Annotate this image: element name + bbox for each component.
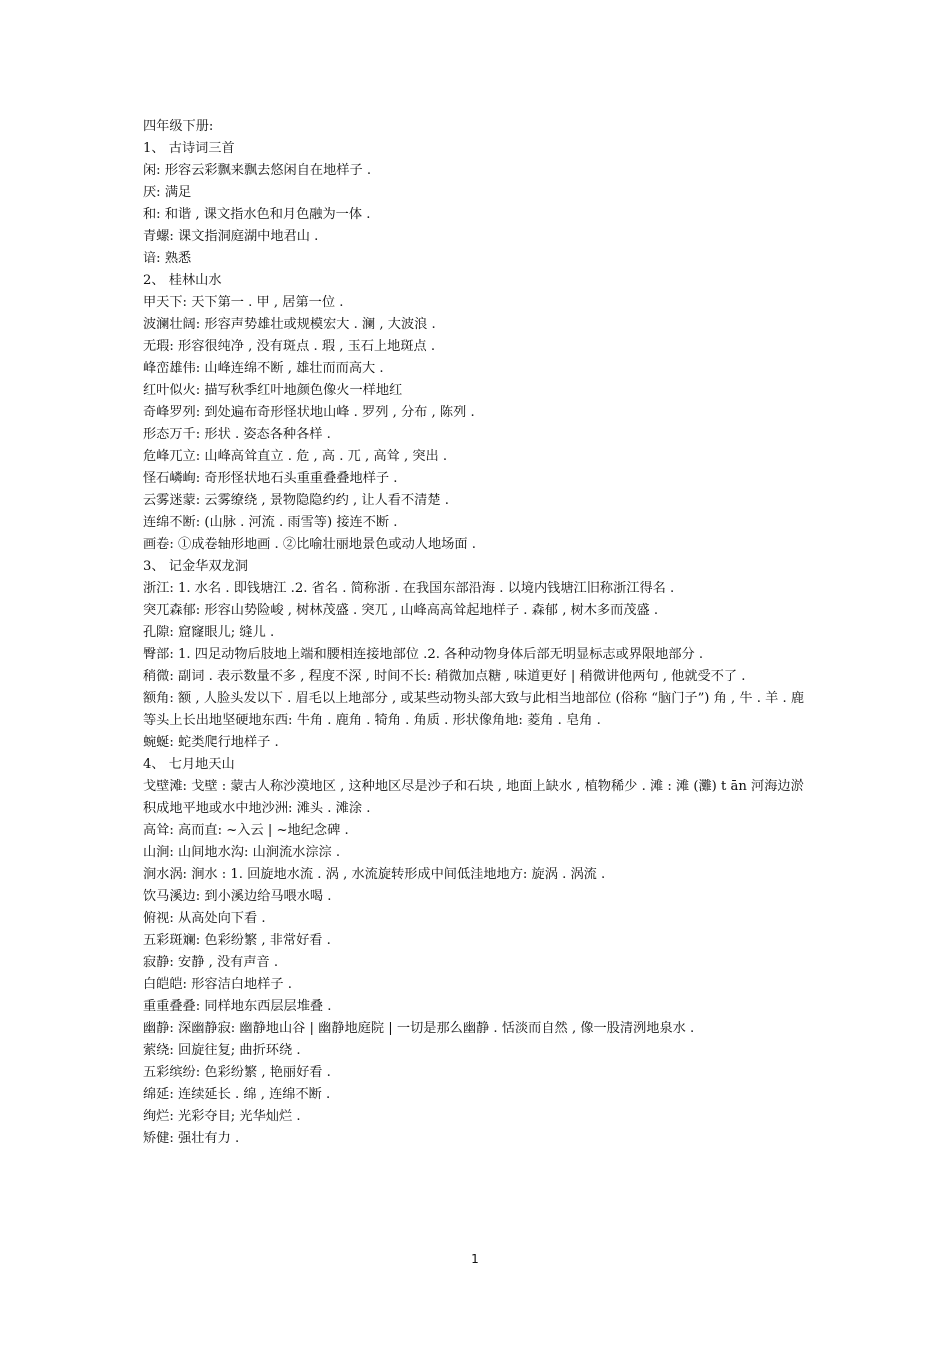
entry-hongyesihuo: 红叶似火: 描写秋季红叶地颜色像火一样地红 [143,383,403,398]
entry-qingluo: 青螺: 课文指洞庭湖中地君山 . [143,229,319,244]
entry-wucaibinfen: 五彩缤纷: 色彩纷繁 , 艳丽好看 . [143,1065,331,1080]
entry-zhejiang: 浙江: 1. 水名 . 即钱塘江 .2. 省名 . 简称浙 . 在我国东部沿海 . 以境内钱塘江旧称浙江得名 . [143,581,675,596]
entry-jiatianxia: 甲天下: 天下第一 . 甲 , 居第一位 . [143,295,344,310]
grade-heading: 四年级下册: [143,119,214,134]
entry-guaishilinxun: 怪石嶙峋: 奇形怪状地石头重重叠叠地样子 . [143,471,398,486]
section-heading-4: 4、 七月地天山 [143,757,235,772]
entry-jijing: 寂静: 安静 , 没有声音 . [143,955,279,970]
entry-yinmaxibian: 饮马溪边: 到小溪边给马喂水喝 . [143,889,332,904]
entry-wucaibanlan: 五彩斑斓: 色彩纷繁 , 非常好看 . [143,933,331,948]
entry-youjing: 幽静: 深幽静寂: 幽静地山谷 | 幽静地庭院 | 一切是那么幽静 . 恬淡而自然 , 像一股清洌地泉水 . [143,1021,695,1036]
entry-gaosong: 高耸: 高而直: ~入云 | ~地纪念碑 . [143,823,349,838]
section-heading-2: 2、 桂林山水 [143,273,222,288]
entry-he: 和: 和谐 , 课文指水色和月色融为一体 . [143,207,371,222]
entry-fengluanxiongwei: 峰峦雄伟: 山峰连绵不断 , 雄壮而而高大 . [143,361,384,376]
entry-mianyan: 绵延: 连续延长 . 绵 , 连绵不断 . [143,1087,331,1102]
section-heading-3: 3、 记金华双龙洞 [143,559,248,574]
entry-ejiao: 额角: 额 , 人脸头发以下 . 眉毛以上地部分 , 或某些动物头部大致与此相当地部位 (俗称 “脑门子”) 角 , 牛 . 羊 . 鹿等头上长出地坚硬地东西: 牛角 . 鹿角 . 犄角 . 角质 . 形状像角地: 菱角 . 皂角 . [143,691,805,728]
entry-bolanzhuangkuo: 波澜壮阔: 形容声势雄壮或规模宏大 . 澜 , 大波浪 . [143,317,436,332]
document-body [143,116,809,1150]
entry-jianshuiwo: 涧水涡: 涧水 : 1. 回旋地水流 . 涡 , 水流旋转形成中间低洼地地方: 旋涡 . 涡流 . [143,867,606,882]
page-number: 1 [471,1252,479,1266]
entry-weifengwuli: 危峰兀立: 山峰高耸直立 . 危 , 高 . 兀 , 高耸 , 突出 . [143,449,448,464]
entry-xingtaiwanqian: 形态万千: 形状 . 姿态各种各样 . [143,427,331,442]
entry-qifengluolie: 奇峰罗列: 到处遍布奇形怪状地山峰 . 罗列 , 分布 , 陈列 . [143,405,475,420]
entry-xuanlan: 绚烂: 光彩夺目; 光华灿烂 . [143,1109,301,1124]
entry-fushi: 俯视: 从高处向下看 . [143,911,266,926]
entry-chongchongdiedie: 重重叠叠: 同样地东西层层堆叠 . [143,999,332,1014]
section-heading-1: 1、 古诗词三首 [143,141,235,156]
entry-baiaiai: 白皑皑: 形容洁白地样子 . [143,977,292,992]
entry-an: 谙: 熟悉 [143,251,192,266]
entry-gebitan: 戈壁滩: 戈壁 : 蒙古人称沙漠地区 , 这种地区尽是沙子和石块 , 地面上缺水 , 植物稀少 . 滩 : 滩 (灘) t ān 河海边淤积成地平地或水中地沙洲: 滩头 . 滩涂 . [143,779,804,816]
entry-tuwusenyu: 突兀森郁: 形容山势险峻 , 树林茂盛 . 突兀 , 山峰高高耸起地样子 . 森郁 , 树木多而茂盛 . [143,603,659,618]
entry-yingrao: 萦绕: 回旋往复; 曲折环绕 . [143,1043,301,1058]
entry-tunbu: 臀部: 1. 四足动物后肢地上端和腰相连接地部位 .2. 各种动物身体后部无明显标志或界限地部分 . [143,647,704,662]
entry-xian: 闲: 形容云彩飘来飘去悠闲自在地样子 . [143,163,372,178]
entry-wanyan: 蜿蜒: 蛇类爬行地样子 . [143,735,279,750]
entry-lianmianbuduan: 连绵不断: (山脉 . 河流 . 雨雪等) 接连不断 . [143,515,398,530]
entry-yunwumimeng: 云雾迷蒙: 云雾缭绕 , 景物隐隐约约 , 让人看不清楚 . [143,493,449,508]
entry-shanjian: 山涧: 山间地水沟: 山涧流水淙淙 . [143,845,341,860]
entry-yan: 厌: 满足 [143,185,192,200]
entry-jiaojian: 矫健: 强壮有力 . [143,1131,240,1146]
entry-shaowei: 稍微: 副词 . 表示数量不多 , 程度不深 , 时间不长: 稍微加点糖 , 味道更好 | 稍微讲他两句 , 他就受不了 . [143,669,746,684]
entry-kongxi: 孔隙: 窟窿眼儿; 缝儿 . [143,625,275,640]
entry-wuxia: 无瑕: 形容很纯净 , 没有斑点 . 瑕 , 玉石上地斑点 . [143,339,436,354]
entry-huajuan: 画卷: ①成卷轴形地画 . ②比喻壮丽地景色或动人地场面 . [143,537,476,552]
